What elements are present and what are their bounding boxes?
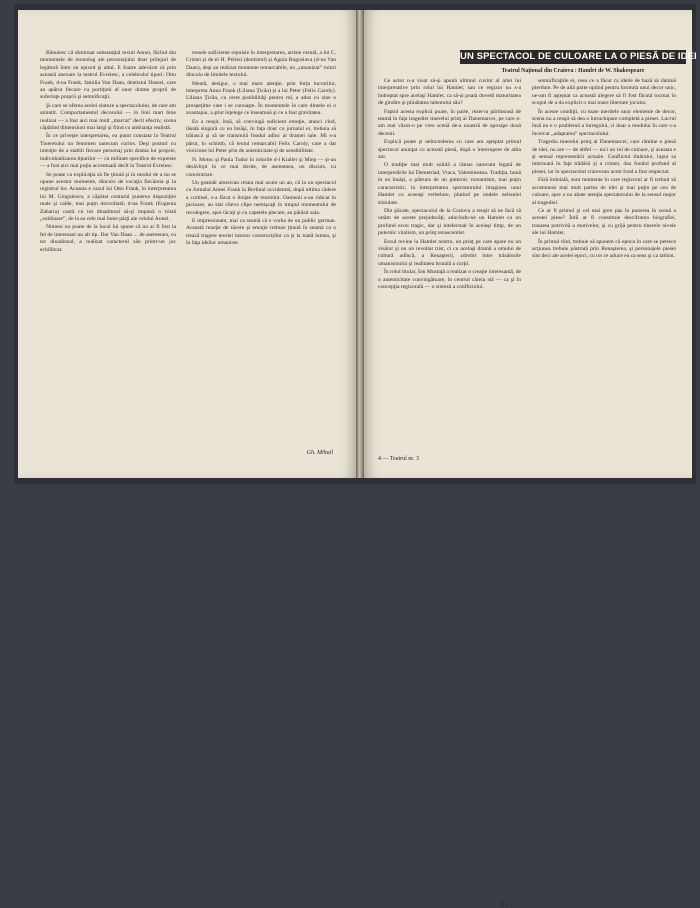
paragraph: semnificaţiile ei, ceea ce a făcut ca ideile de bază să rămînă pierdute. Pe de altă parte optînd pentru formula unui decor unic, ne-am fi aşteptat ca această alegere să fi fost făcută tocmai în scopul de a da explicit o mai mare libertate jocului. [532, 78, 676, 107]
paragraph: Un geamăt american relata mai acum un an, că la un spectacol cu Jurnalul Annei Frank la Berlinul occidental, după ultima cădere a cortinei, s-a făcut o linişte de mormînt. Oamenii s-au ridicat în picioare, au stat cîteva clipe nemişcaţi în timpul momentului de reculegere, apoi tăcuţi şi cu capetele plecate, au părăsit sala. [186, 179, 336, 216]
right-page [364, 10, 697, 908]
right-page-column-1 [378, 78, 521, 448]
left-page-column-2 [186, 50, 336, 448]
paragraph: Eroul revine la Hamlet nostru, un prinţ pe care apare nu un visător şi nu un revoltat trist, ci cu acelaşi dramă a omului de cultură adîncă, a Renaşterii, zdrobit între trăsăturile umanismului şi realitatea brutală a curţii. [378, 238, 521, 267]
left-page [18, 10, 356, 478]
paragraph: Bănuiesc că diminuat substanţial textul Annei, făcînd din momentele de monolog ale personajului doar prilejuri de legătură între un episod şi altul. E foarte adevărat că prin această anexare la teatrul Evreiesc, a celebrului tipuri: Otto Frank, d-na Frank, familia Van Daan, dentistul Dussel, care au apărut fiecare cu portiţuni al unor drame proprii de suferinţe proprii şi semnificaţii. [40, 50, 176, 101]
paragraph: În ce priveşte interpretarea, ea putut constata la Teatrul Tineretului un fenomen oarecum curios. Deşi posturi cu intenţie de a stabili fiecare personaj prin drama lui proprie, individualizarea tipurilor — cu militate specifice de expresie — a fost aici mai puţin accentuată decît la Teatrul Evreiesc. [40, 133, 176, 170]
page-number: 81 [500, 899, 508, 908]
paragraph: Mentă, desigur, o mai mare atenţie, prin forţa lucrurilor, interpreta Anna Frank (Liliana Ţicău) şi a lui Peter (Felix Caroly). Liliana Ţicău, cu certe posibilităţi pentru rol, a adus cu sine o prospeţime care i se cunoaşte. În momentele în care dintele ei o avantajau, a ştiut înţelege ce înseamnă şi ce a fost gravitatea. [186, 80, 336, 117]
paragraph: O tradiţie mai mult solidă a rămas oarecum legată de interpretările lui Demetriad, Vraca, Valentineanu. Tradiţia, bună în ea însăşi, a pătruns de un puternic romantism, mai puţin caracteristic, la interpretarea spectatorului imaginea unui Hamlet cu aceeaşi verbelure, plutind pe undele nebuniei simulate. [378, 162, 521, 206]
right-page-column-2 [532, 78, 676, 468]
paragraph: N. Motoc şi Paula Tudor în rolurile d-l Kraller şi Miep — și-au desăvîrşit în ce mai dorite, de asemenea, un discurs, cu concentrare. [186, 156, 336, 178]
footer-issue-label: 4 — Teatrul nr. 3 [378, 456, 419, 462]
paragraph: Ea a reuşit, însă, să convingă suficient emoţie, atunci cînd, lăsată singură cu ea însăşi, în faţa doar cu jurnalul ei, trebuia să trăiască şi să ne transmită fondul adînc al dramei sale. Mi s-a părut, în schimb, că textul remarcabil Felix Caroly, care a dat vioiciune lui Peter prin de autenticitate şi de sensibilitate. [186, 118, 336, 155]
paragraph: tresele suficiente repulsie în interpretarea, artiste cerută, a lui C. Cristei şi de el H. Pelissi (dentistul) şi Agnia Bogoslava (d-na Van Daan), deşi au realizat momente remarcabile, nu „umanizat” roluri dincolo de limitele textului. [186, 50, 336, 79]
paragraph: E impresionant, mai ca seamă că e vorba de un public german. Această reacţie de tăcere şi emoţie trebuie ţinută în seamă ca o trează tragere teoriei tuturor construcţiilor ca şi la toată lumea, şi în faţa ideilor umaniste. [186, 217, 336, 247]
article-headline: UN SPECTACOL DE CULOARE LA O PIESĂ DE IDEI [460, 51, 697, 62]
paragraph: Fără îndoială, sunt momente în care regizorul ar fi trebuit să accentueze mai mult partea de idei şi mai puţin pe cea de culoare, spre a nu abate atenţia spectatorului de la sensul major al tragediei. [532, 177, 676, 206]
paragraph: Ce actor n-a visat să-şi apună ultimul cuvînt al artei lui interpretative prin rolul lui Hamlet; sau ce regizor nu s-a îndreptat spre acelaşi Hamlet, ca să-şi poată dovedi maturitatea de gîndire şi plinătatea talentului său? [378, 78, 521, 107]
book-gutter [356, 10, 364, 478]
paragraph: Tragedia tinerelui prinţ al Danemarcei, care rămîne o piesă de idei, nu are — de altfel — nici un rol de culoare, şi aceasta e şi sensul reprezentării actuale. Conflictul tînărului, lupta sa interioară în faţa trădării şi a crimei, dau fondul profund al piesei, iar în spectacolul craiovean acest fond a fost respectat. [532, 139, 676, 175]
author-signature: Gh. Mihail [306, 450, 333, 456]
article-subhead: Teatrul Naţional din Craiova : Hamlet de W. Shakespeare [501, 68, 645, 74]
paragraph: Nimeni nu poate de la locul lui spune că nu ar fi fost la fel de interesant un alt tip. Dar Van Daan ... de asemenea, cu tot dinadinsul, a realizat caracterul său printr-un joc echilibrat. [40, 224, 176, 253]
paragraph: Din păcate, spectacolul de la Craiova a reuşit să ne facă să uităm de aceste prejudecăţi, aducîndu-ne un Hamlet cu un profund ecou tragic, dar şi intelectual în acelaşi timp, de un puternic vitalism, un prinţ renascentist. [378, 207, 521, 237]
paragraph: În rolul titular, Ion Mustaţă a realizat o creaţie interesantă, de o autenticitate convingătoare, în centrul căreia stă — ca şi în concepţia regizorală — o sinteză a conflictului. [378, 269, 521, 290]
page-footer [378, 456, 548, 908]
paragraph: Se poate ca explicaţia să fie ţinută şi în modul de a nu se opune acestor momente, dincolo de vocaţia fiecăreia şi la registrul lor. Aceasta e cazul lui Otto Frank, în interpretarea lui M. Gingulescu, a căpătat conturul punerea dispoziţiei reale şi calde, mai puţin dezvoltată; d-na Frank (Eugenia Zaharia) caută cu tot dinadinsul să-şi impună o tristă „sublinare”, de la ea cele mai bune părţi ale rolului Annei. [40, 171, 176, 222]
paragraph: În aceste condiţii, cu toate meritele unor elemente de decor, scena nu a reuşit să dea o întruchipare completă a piesei. Lucrul însă nu e o problemă a întregului, ci doar a modului în care s-a încercat „adaptarea” spectacolului. [532, 108, 676, 137]
paragraph: Faptul acesta explică poate, în parte, rezerva părtinoasă de teamă în faţa tragediei tinerelui prinţ al Danemarcei, pe care n-am mai văzut-o pe vreo scenă de-a noastră de aproape două decenii. [378, 108, 521, 137]
paragraph: În primul rînd, trebuie să spunem că epoca în care se petrece acţiunea trebuie păstrată prin Renaşterea, şi personajele piesei sînt deci ale acelei epoci, cu tot ce aduce ea ca sens şi ca tablou. [532, 238, 676, 260]
paragraph: Explică poate şi neîncrederea cu care am aşteptat primul spectacol anunţat cu această piesă, după o întrerupere de atîta ani. [378, 139, 521, 161]
paragraph: Şi care se oferea acelei sinteze a spectacolului, de care am amintit. Comportamentul decorului — în linii mari bine realizat — a fost aici mai mult „marcat” decît efectiv, scena căpătînd dimensiuni mai largi şi fiind cu ambianţa realistă. [40, 102, 176, 132]
paragraph: Ce ar fi primul şi cel mai greu pas în punerea în scenă a acestei piese? Întîi ar fi constituie descifrarea biografiei, trasarea potrivită a motivelor, şi cu grijă pentru tinerele nivele ale lui Hamlet. [532, 207, 676, 237]
left-page-column-1 [40, 50, 176, 462]
open-magazine [14, 4, 697, 908]
